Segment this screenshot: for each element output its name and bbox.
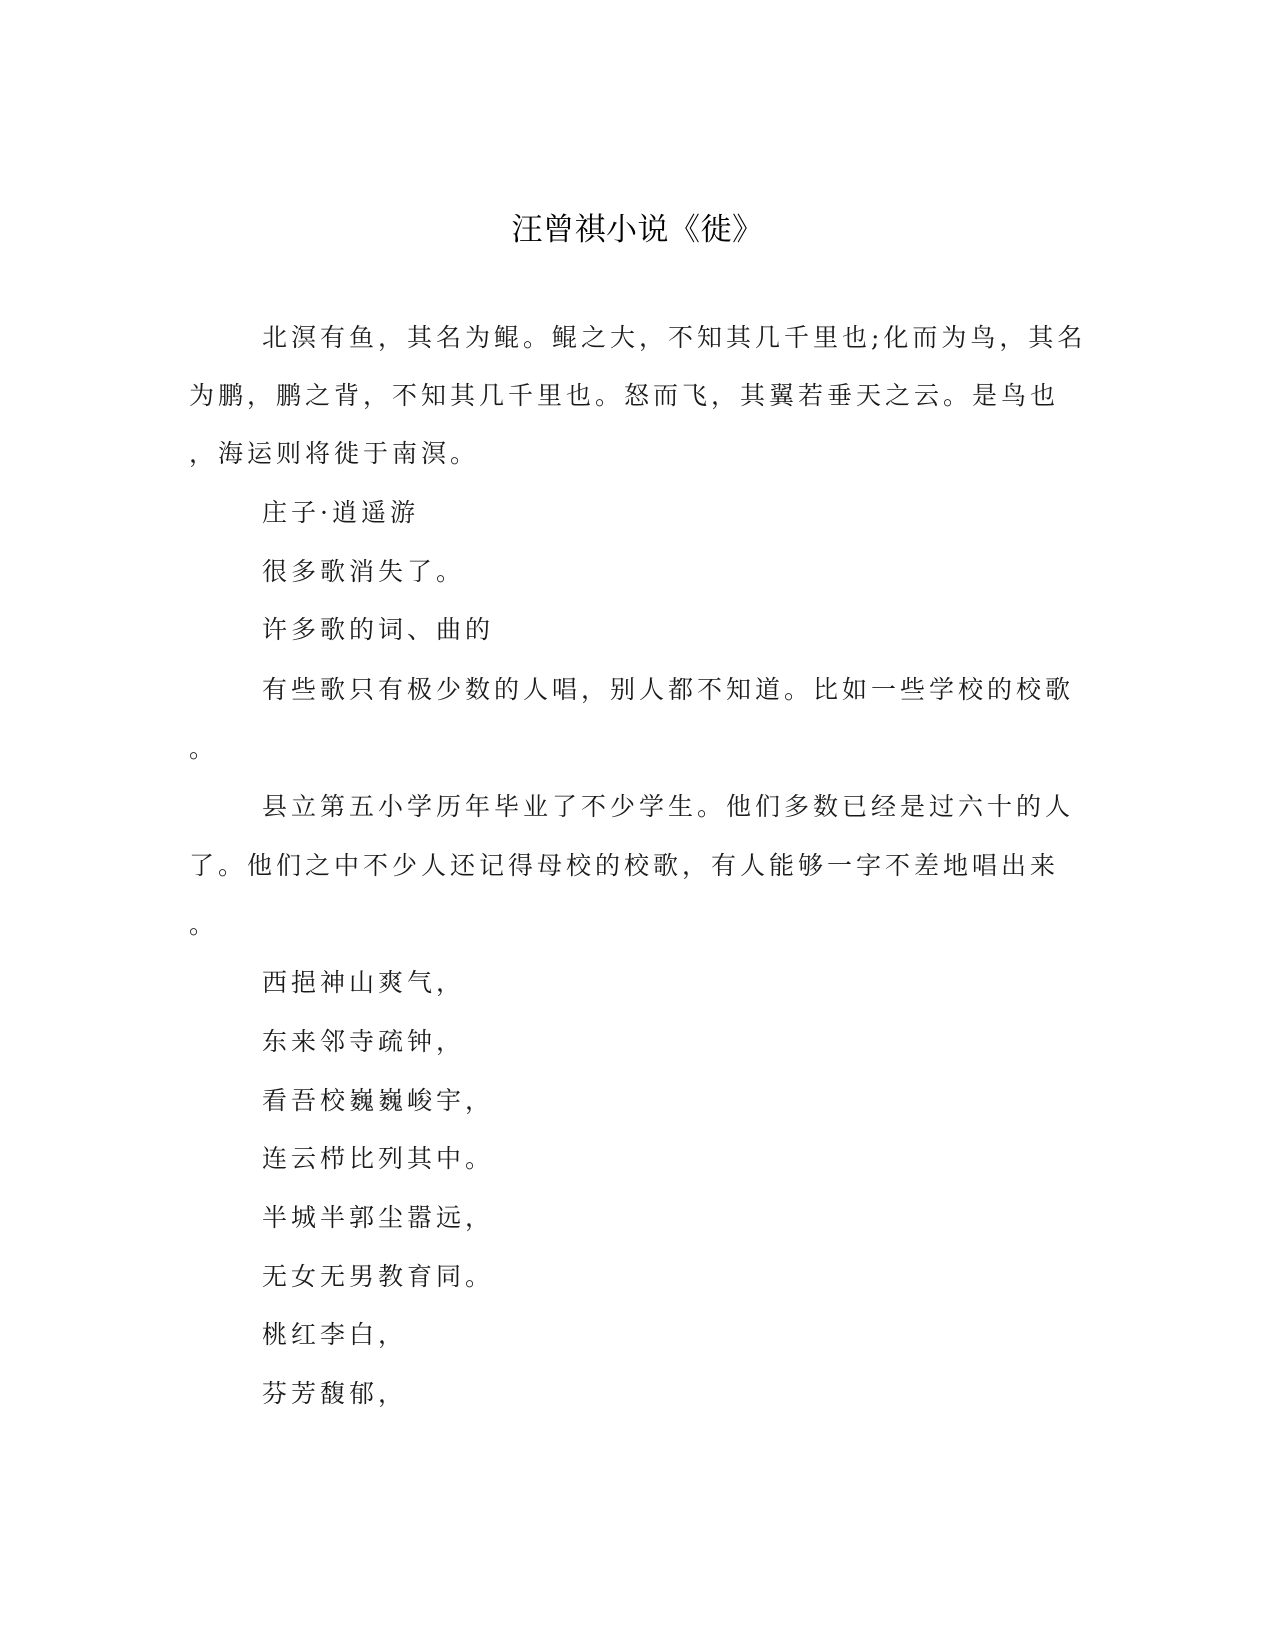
poem-line: 半城半郭尘嚣远，: [262, 1203, 495, 1232]
paragraph-line: 很多歌消失了。: [262, 557, 466, 586]
poem-line: 连云栉比列其中。: [262, 1144, 495, 1173]
paragraph-line: 了。他们之中不少人还记得母校的校歌，有人能够一字不差地唱出来: [189, 851, 1060, 880]
paragraph-line: 北溟有鱼，其名为鲲。鲲之大，不知其几千里也;化而为鸟，其名: [262, 323, 1087, 352]
poem-line: 无女无男教育同。: [262, 1262, 495, 1291]
paragraph-line: ，海运则将徙于南溟。: [189, 439, 480, 468]
paragraph-line: 县立第五小学历年毕业了不少学生。他们多数已经是过六十的人: [262, 792, 1075, 821]
paragraph-line: 许多歌的词、曲的: [262, 615, 495, 644]
paragraph-line: 庄子·逍遥游: [262, 498, 419, 527]
paragraph-line: 有些歌只有极少数的人唱，别人都不知道。比如一些学校的校歌: [262, 675, 1075, 704]
paragraph-line: 。: [189, 734, 219, 763]
poem-line: 桃红李白，: [262, 1320, 408, 1349]
paragraph-line: 。: [189, 910, 219, 939]
poem-line: 东来邻寺疏钟，: [262, 1027, 466, 1056]
poem-line: 看吾校巍巍峻宇，: [262, 1086, 495, 1115]
paragraph-line: 为鹏，鹏之背，不知其几千里也。怒而飞，其翼若垂天之云。是鸟也: [189, 381, 1060, 410]
poem-line: 芬芳馥郁，: [262, 1379, 408, 1408]
poem-line: 西挹神山爽气，: [262, 968, 466, 997]
document-title: 汪曾祺小说《徙》: [511, 212, 764, 248]
